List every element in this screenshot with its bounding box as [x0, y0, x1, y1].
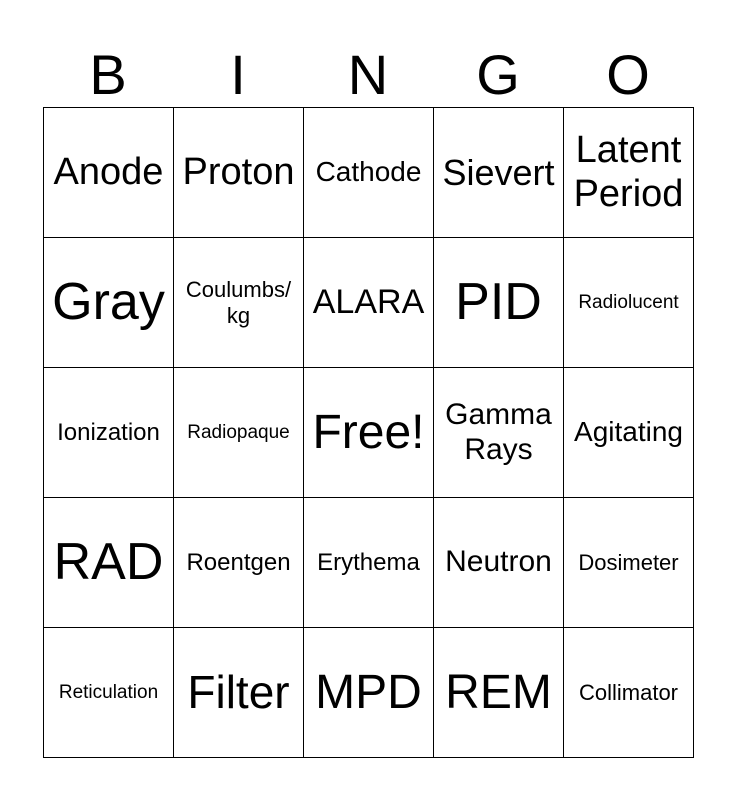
bingo-cell[interactable]: RAD	[44, 498, 174, 628]
bingo-cell[interactable]: Sievert	[434, 108, 564, 238]
bingo-cell[interactable]: Erythema	[304, 498, 434, 628]
bingo-cell[interactable]: Dosimeter	[564, 498, 694, 628]
bingo-cell[interactable]: Radiolucent	[564, 238, 694, 368]
bingo-cell[interactable]: Proton	[174, 108, 304, 238]
bingo-row	[44, 628, 694, 758]
bingo-row	[44, 498, 694, 628]
bingo-cell[interactable]: Collimator	[564, 628, 694, 758]
bingo-cell[interactable]: REM	[434, 628, 564, 758]
bingo-row	[44, 368, 694, 498]
bingo-header	[43, 42, 693, 108]
bingo-cell[interactable]: Gray	[44, 238, 174, 368]
bingo-row	[44, 108, 694, 238]
header-letter: G	[476, 43, 520, 106]
bingo-cell[interactable]: Agitating	[564, 368, 694, 498]
bingo-cell[interactable]: Filter	[174, 628, 304, 758]
bingo-cell[interactable]: Reticulation	[44, 628, 174, 758]
bingo-cell[interactable]: Cathode	[304, 108, 434, 238]
header-letter: I	[230, 43, 246, 106]
bingo-cell[interactable]: Free!	[304, 368, 434, 498]
header-letter: O	[606, 43, 650, 106]
bingo-cell[interactable]: ALARA	[304, 238, 434, 368]
bingo-cell[interactable]: Coulumbs/ kg	[174, 238, 304, 368]
bingo-card	[43, 107, 694, 758]
bingo-cell[interactable]: Radiopaque	[174, 368, 304, 498]
bingo-cell[interactable]: Neutron	[434, 498, 564, 628]
bingo-cell[interactable]: MPD	[304, 628, 434, 758]
header-letter: B	[89, 43, 127, 106]
bingo-cell[interactable]: Gamma Rays	[434, 368, 564, 498]
bingo-cell[interactable]: Roentgen	[174, 498, 304, 628]
bingo-cell[interactable]: PID	[434, 238, 564, 368]
bingo-cell[interactable]: Latent Period	[564, 108, 694, 238]
bingo-cell[interactable]: Ionization	[44, 368, 174, 498]
header-letter: N	[347, 43, 389, 106]
bingo-row	[44, 238, 694, 368]
bingo-cell[interactable]: Anode	[44, 108, 174, 238]
